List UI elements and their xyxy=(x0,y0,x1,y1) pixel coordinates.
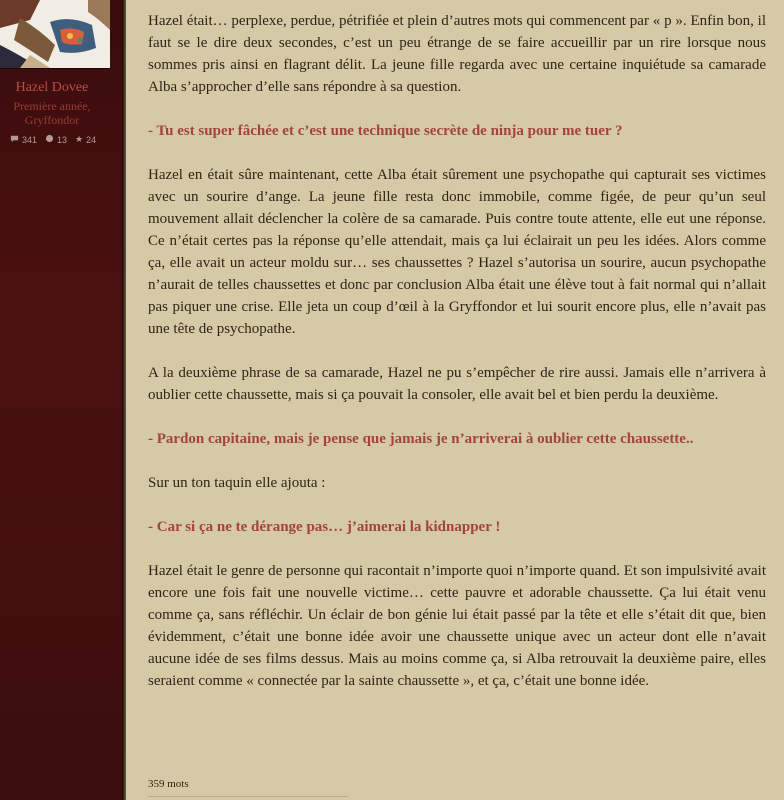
avatar[interactable] xyxy=(0,0,110,69)
paragraph-dialogue: - Pardon capitaine, mais je pense que jamais je n’arriverai à oublier cette chaussette.. xyxy=(148,431,694,447)
star-count: 24 xyxy=(86,134,97,145)
paragraph-narration: Sur un ton taquin elle ajouta : xyxy=(148,475,326,491)
star-icon: ★ xyxy=(75,134,84,144)
paragraph-dialogue: - Car si ça ne te dérange pas… j’aimerai la kidnapper ! xyxy=(148,519,501,535)
speech-bubble-icon xyxy=(10,134,19,145)
circle-icon xyxy=(45,134,54,145)
avatar-illustration xyxy=(0,0,110,68)
user-rank xyxy=(0,99,104,127)
post-body xyxy=(126,0,784,800)
paragraph-narration: Hazel était… perplexe, perdue, pétrifiée et plein d’autres mots qui commencent par « p ». Enfin bon, il faut se le dire deux secondes, c’est un peu étrange de se faire accueillir par un rire lorsque nous sommes pris ainsi en flagrant délit. La jeune fille regarda avec une certaine inquiétude sa camarade Alba s’approcher d’elle sans répondre à sa question. xyxy=(148,13,766,95)
paragraph-narration: Hazel était le genre de personne qui racontait n’importe quoi n’importe quand. Et son impulsivité avait encore une fois fait une nouvelle victime… cette pauvre et adorable chaussette. Ça lui était venu comme ça, sans réfléchir. Un éclair de bon génie lui était passé par la tête et elle s’était dit que, bien évidemment, c’était une bonne idée avoir une chaussette unique avec un acteur dont elle n’avait aucune idée de ses films dessus. Mais au moins comme ça, si Alba retrouvait la deuxième paire, elles seraient comme « connectée par la sainte chaussette », et ça, c’était une bonne idée. xyxy=(148,563,766,689)
profile-sidebar xyxy=(0,0,122,800)
message-count: 341 xyxy=(22,134,38,145)
rank-house: Gryffondor xyxy=(24,113,80,127)
paragraph-narration: A la deuxième phrase de sa camarade, Hazel ne pu s’empêcher de rire aussi. Jamais elle n’arrivera à oublier cette chaussette, mais si ça pouvait la consoler, elle avait bel et bien perdu la deuxième. xyxy=(148,365,766,403)
paragraph-narration: Hazel en était sûre maintenant, cette Alba était sûrement une psychopathe qui capturait ses victimes avec un sourire d’ange. La jeune fille resta donc immobile, comme figée, de peur qu’un seul mouvement allait déclencher la colère de sa camarade. Puis contre toute attente, elle eut une réponse. Ce n’était certes pas la réponse qu’elle attendait, mais ça lui éclairait un peu les idées. Alors comme ça, elle avait un acteur moldu sur… ses chaussettes ? Hazel s’autorisa un sourire, aucun psychopathe n’aurait de telles chaussettes et donc par conclusion Alba était une élève tout à fait normal qui n’allait pas piquer une crise. Elle jeta un coup d’œil à la Gryffondor et lui sourit encore plus, elle n’avait pas une tête de psychopathe. xyxy=(148,167,766,337)
post-text xyxy=(148,10,766,714)
username[interactable]: Hazel Dovee xyxy=(15,80,89,95)
paragraph-dialogue: - Tu est super fâchée et c’est une technique secrète de ninja pour me tuer ? xyxy=(148,123,623,139)
footer-divider xyxy=(148,796,348,797)
user-stats xyxy=(10,134,110,145)
word-count: 359 mots xyxy=(148,778,189,790)
point-count: 13 xyxy=(57,134,68,145)
rank-year: Première année, xyxy=(13,99,91,113)
